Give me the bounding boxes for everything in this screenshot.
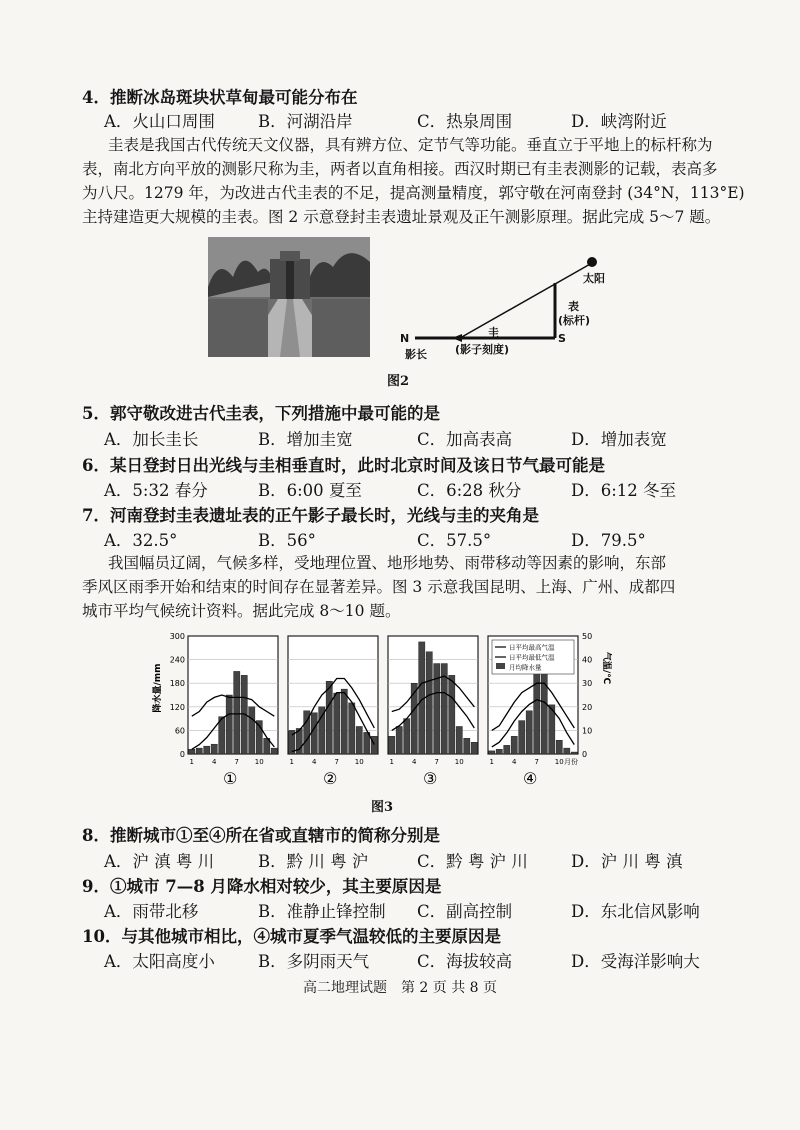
q10-option-a[interactable]: A．太阳高度小: [104, 952, 215, 971]
x-tick-label: 7: [434, 758, 439, 766]
precip-bar: [519, 721, 525, 754]
precip-bar: [534, 673, 540, 754]
y2-tick-label: 0: [582, 750, 588, 759]
passage2-line: 我国幅员辽阔，气候多样，受地理位置、地形地势、雨带移动等因素的影响，东部: [108, 554, 667, 572]
q6-stem: 6．某日登封日出光线与圭相垂直时，此时北京时间及该日节气最可能是: [82, 456, 605, 475]
q9-option-c[interactable]: C．副高控制: [417, 902, 513, 921]
y-tick-label: 60: [174, 726, 185, 736]
x-axis-label: 月份: [564, 758, 578, 766]
panel-label: ③: [423, 769, 438, 788]
x-tick-label: 4: [212, 758, 217, 766]
q5-option-b[interactable]: B．增加圭宽: [258, 430, 353, 449]
y-tick-label: 180: [169, 679, 185, 689]
q7-option-c[interactable]: C．57.5°: [417, 531, 492, 550]
q7-option-d[interactable]: D．79.5°: [571, 531, 646, 550]
precip-bar: [434, 664, 440, 754]
x-tick-label: 10: [354, 758, 364, 766]
q4-option-b[interactable]: B．河湖沿岸: [258, 112, 353, 131]
fig3-caption: 图3: [371, 800, 394, 815]
legend-precip-swatch: [496, 663, 505, 669]
precip-bar: [449, 675, 455, 754]
q8-option-b[interactable]: B．黔 川 粤 沪: [258, 852, 369, 871]
y-tick-label: 0: [179, 750, 185, 759]
q8-option-d[interactable]: D．沪 川 粤 滇: [571, 852, 683, 871]
gui-label: 圭: [488, 326, 499, 339]
q5-option-d[interactable]: D．增加表宽: [571, 430, 667, 449]
q9-option-a[interactable]: A．雨带北移: [104, 902, 199, 921]
panel-label: ②: [323, 769, 338, 788]
gnomon-note: (标杆): [558, 314, 591, 327]
page-footer: 高二地理试题 第 2 页 共 8 页: [302, 980, 498, 996]
x-tick-label: 7: [534, 758, 539, 766]
precip-bar: [234, 671, 240, 754]
legend-tmax-label: 日平均最高气温: [509, 643, 555, 652]
precip-bar: [541, 667, 547, 754]
sun-label: 太阳: [583, 272, 605, 285]
y2-tick-label: 20: [582, 702, 593, 712]
precip-bar: [489, 751, 495, 754]
q5-option-c[interactable]: C．加高表高: [417, 430, 513, 449]
passage2-line: 季风区雨季开始和结束的时间存在显著差异。图 3 示意我国昆明、上海、广州、成都四: [82, 578, 676, 596]
climate-chart-figure: [150, 628, 620, 808]
precip-bar: [204, 746, 210, 754]
precip-bar: [556, 740, 562, 754]
q4-option-a[interactable]: A．火山口周围: [104, 112, 215, 131]
guibiao-photo: [208, 237, 370, 357]
y2-tick-label: 10: [582, 726, 593, 736]
precip-bar: [226, 695, 232, 754]
x-tick-label: 1: [189, 758, 194, 766]
q5-option-a[interactable]: A．加长圭长: [104, 430, 199, 449]
y2-tick-label: 40: [582, 655, 593, 665]
precip-bar: [464, 738, 470, 754]
legend-tmin-label: 日平均最低气温: [509, 653, 555, 662]
precip-bar: [526, 711, 532, 754]
q10-option-b[interactable]: B．多阴雨天气: [258, 952, 370, 971]
q7-option-a[interactable]: A．32.5°: [104, 531, 178, 550]
legend-precip-label: 月均降水量: [509, 663, 542, 672]
chart-panel: [188, 636, 278, 754]
q5-stem: 5．郭守敬改进古代圭表，下列措施中最可能的是: [82, 404, 440, 423]
south-label: S: [558, 332, 566, 345]
q6-option-d[interactable]: D．6:12 冬至: [571, 481, 677, 500]
y2-tick-label: 50: [582, 632, 593, 641]
q6-option-c[interactable]: C．6:28 秋分: [417, 481, 522, 500]
q4-option-d[interactable]: D．峡湾附近: [571, 112, 667, 131]
precip-bar: [334, 693, 340, 754]
q7-stem: 7．河南登封圭表遗址表的正午影子最长时，光线与圭的夹角是: [82, 506, 539, 525]
x-tick-label: 4: [412, 758, 417, 766]
precip-bar: [249, 707, 255, 754]
precip-bar: [411, 683, 417, 754]
x-tick-label: 7: [334, 758, 339, 766]
q6-option-b[interactable]: B．6:00 夏至: [258, 481, 362, 500]
passage1-line: 为八尺。1279 年，为改进古代圭表的不足，提高测量精度，郭守敬在河南登封 (34°N，113°E): [82, 184, 745, 202]
precip-bar: [211, 744, 217, 754]
x-tick-label: 4: [312, 758, 317, 766]
gnomon-label: 表: [568, 300, 579, 313]
x-tick-label: 1: [389, 758, 394, 766]
precip-bar: [571, 752, 577, 754]
x-tick-label: 1: [289, 758, 294, 766]
gui-note: (影子刻度): [455, 343, 510, 356]
precip-bar: [456, 726, 462, 754]
precip-bar: [311, 713, 317, 754]
precip-bar: [504, 745, 510, 754]
y-tick-label: 300: [169, 632, 185, 641]
precip-bar: [496, 749, 502, 754]
q10-stem: 10．与其他城市相比，④城市夏季气温较低的主要原因是: [82, 927, 501, 946]
passage1-line: 主持建造更大规模的圭表。图 2 示意登封圭表遗址景观及正午测影原理。据此完成 5～7 题。: [82, 208, 721, 226]
x-tick-label: 10: [554, 758, 564, 766]
y-tick-label: 120: [169, 702, 185, 712]
precip-bar: [396, 726, 402, 754]
panel-label: ①: [223, 769, 238, 788]
q9-option-d[interactable]: D．东北信风影响: [571, 902, 700, 921]
y-axis-label: 降水量/mm: [153, 663, 163, 713]
q4-option-c[interactable]: C．热泉周围: [417, 112, 513, 131]
shadow-label: 影长: [405, 348, 427, 361]
q8-option-c[interactable]: C．黔 粤 沪 川: [417, 852, 528, 871]
q10-option-c[interactable]: C．海拔较高: [417, 952, 513, 971]
y-tick-label: 240: [169, 655, 185, 665]
precip-bar: [349, 703, 355, 754]
q8-stem: 8．推断城市①至④所在省或直辖市的简称分别是: [82, 826, 440, 845]
y2-axis-label: 气温/℃: [601, 651, 611, 685]
passage1-line: 表，南北方向平放的测影尺称为圭，两者以直角相接。西汉时期已有圭表测影的记载，表高多: [82, 160, 718, 178]
q6-option-a[interactable]: A．5:32 春分: [104, 481, 208, 500]
x-tick-label: 7: [234, 758, 239, 766]
precip-bar: [564, 748, 570, 754]
precip-bar: [389, 736, 395, 754]
precip-bar: [404, 719, 410, 754]
q9-stem: 9．①城市 7—8 月降水相对较少，其主要原因是: [82, 877, 442, 896]
precip-bar: [356, 726, 362, 754]
fig2-caption: 图2: [387, 374, 410, 389]
x-tick-label: 1: [489, 758, 494, 766]
precip-bar: [326, 681, 332, 754]
x-tick-label: 4: [512, 758, 517, 766]
north-label: N: [400, 332, 410, 345]
precip-bar: [511, 736, 517, 754]
q4-stem: 4．推断冰岛斑块状草甸最可能分布在: [82, 88, 358, 107]
q9-option-b[interactable]: B．准静止锋控制: [258, 902, 386, 921]
precip-bar: [189, 749, 195, 754]
precip-bar: [196, 748, 202, 754]
x-tick-label: 10: [454, 758, 464, 766]
sun-icon: [587, 257, 597, 267]
y2-tick-label: 30: [582, 679, 593, 689]
panel-label: ④: [523, 769, 538, 788]
precip-bar: [471, 742, 477, 754]
precip-bar: [341, 689, 347, 754]
q10-option-d[interactable]: D．受海洋影响大: [571, 952, 700, 971]
passage1-line: 圭表是我国古代传统天文仪器，具有辨方位、定节气等功能。垂直立于平地上的标杆称为: [108, 136, 713, 154]
passage2-line: 城市平均气候统计资料。据此完成 8～10 题。: [82, 602, 401, 620]
precip-bar: [271, 748, 277, 754]
x-tick-label: 10: [254, 758, 264, 766]
precip-bar: [426, 652, 432, 754]
q8-option-a[interactable]: A．沪 滇 粤 川: [104, 852, 215, 871]
q7-option-b[interactable]: B．56°: [258, 531, 316, 550]
